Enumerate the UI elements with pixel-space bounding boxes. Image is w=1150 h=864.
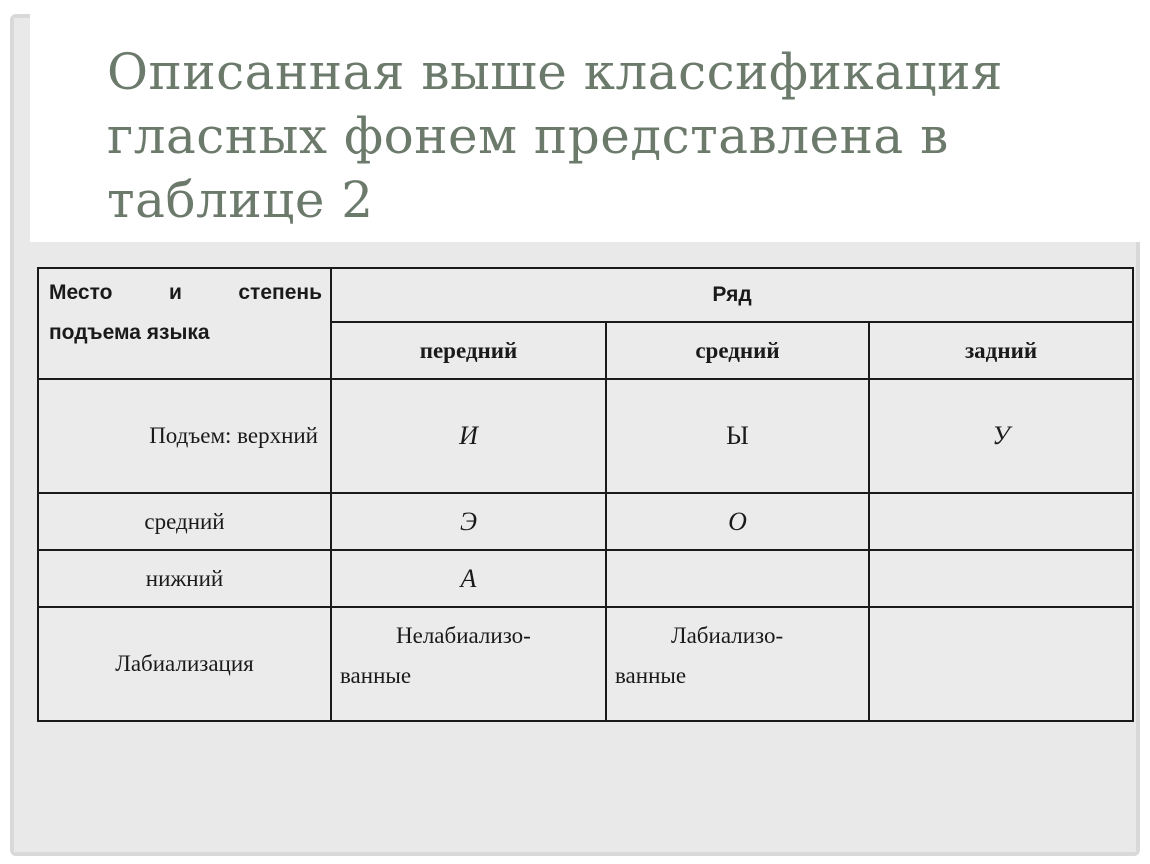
vowel-cell: И	[331, 379, 606, 493]
vowel-cell: О	[606, 493, 869, 550]
corner-word-2: и	[168, 281, 182, 304]
column-header-front: передний	[331, 322, 606, 379]
labialization-cell-back	[869, 607, 1133, 721]
vowel-cell	[869, 493, 1133, 550]
row-label-high: Подъем: верхний	[38, 379, 331, 493]
row-label-labialization: Лабиализация	[38, 607, 331, 721]
labialization-cell-front	[331, 607, 606, 721]
vowel-cell	[869, 550, 1133, 607]
vowel-classification-table	[37, 267, 1134, 722]
table-row	[38, 379, 1133, 493]
vowel-cell: Ы	[606, 379, 869, 493]
corner-header-line1	[49, 273, 322, 313]
column-header-back: задний	[869, 322, 1133, 379]
labialization-line2: ванные	[615, 663, 687, 688]
row-label-mid: средний	[38, 493, 331, 550]
table	[37, 267, 1134, 722]
group-header-ryad: Ряд	[331, 268, 1133, 322]
labialization-cell-central	[606, 607, 869, 721]
corner-header-line2: подъема языка	[49, 321, 210, 344]
row-label-low: нижний	[38, 550, 331, 607]
corner-word-1: Место	[49, 281, 113, 304]
labialization-line1: Нелабиализо-	[396, 623, 531, 648]
vowel-cell: А	[331, 550, 606, 607]
table-row	[38, 550, 1133, 607]
table-row	[38, 493, 1133, 550]
corner-word-3: степень	[238, 281, 322, 304]
column-header-central: средний	[606, 322, 869, 379]
labialization-line1: Лабиализо-	[671, 623, 784, 648]
vowel-cell	[606, 550, 869, 607]
corner-header-cell	[38, 268, 331, 379]
table-row	[38, 607, 1133, 721]
vowel-cell: У	[869, 379, 1133, 493]
vowel-cell: Э	[331, 493, 606, 550]
header-row-1	[38, 268, 1133, 322]
labialization-line2: ванные	[340, 663, 412, 688]
slide-title: Описанная выше классификация гласных фонем представлена в таблице 2	[107, 43, 1003, 229]
